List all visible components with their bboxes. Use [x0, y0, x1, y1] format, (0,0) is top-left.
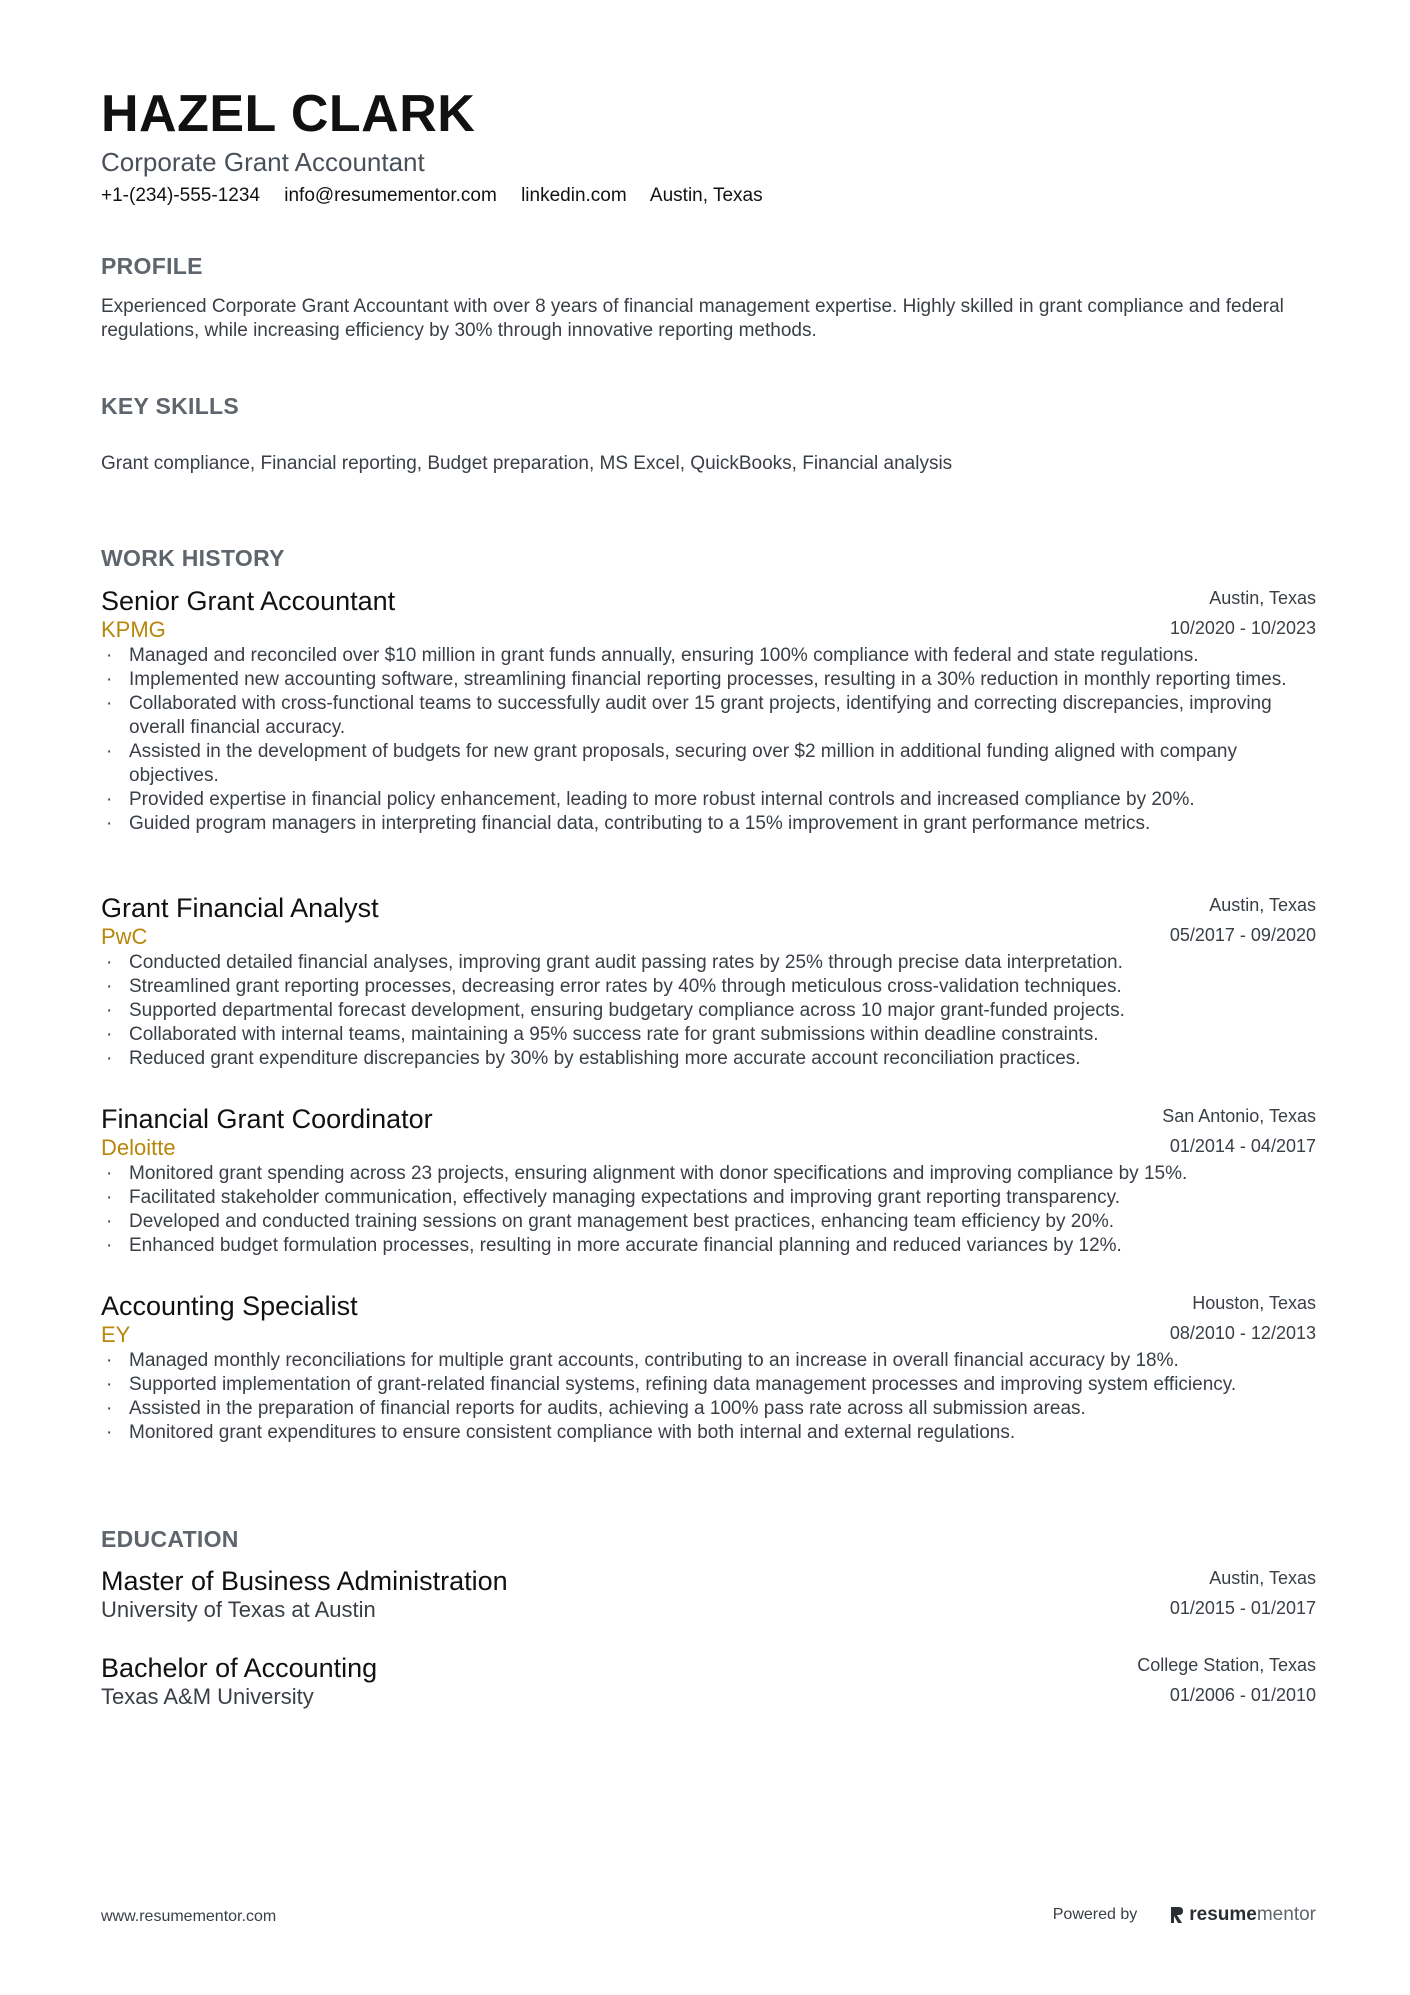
job-title: Financial Grant Coordinator	[101, 1104, 433, 1134]
resumementor-logo-icon	[1169, 1905, 1185, 1925]
job-bullet: · Enhanced budget formulation processes, resulting in more accurate financial planning and reduced variances by 12%.	[101, 1234, 1316, 1258]
job-title: Senior Grant Accountant	[101, 586, 396, 616]
education-dates: 01/2006 - 01/2010	[1169, 1685, 1316, 1705]
job-location: Austin, Texas	[1209, 588, 1316, 608]
job-bullet: · Managed monthly reconciliations for multiple grant accounts, contributing to an increase in overall financial accuracy by 18%.	[101, 1349, 1316, 1373]
powered-by-label: Powered by	[1052, 1906, 1138, 1923]
job-title: Accounting Specialist	[101, 1291, 358, 1321]
work-history-heading: WORK HISTORY	[101, 545, 285, 571]
skills-text: Grant compliance, Financial reporting, Budget preparation, MS Excel, QuickBooks, Financial analysis	[101, 453, 953, 474]
job-bullet: · Managed and reconciled over $10 million in grant funds annually, ensuring 100% compliance with federal and state regulations.	[101, 644, 1316, 668]
job-bullet: · Assisted in the preparation of financial reports for audits, achieving a 100% pass rate across all submission areas.	[101, 1397, 1316, 1421]
job-entry	[101, 584, 1316, 836]
job-bullet: · Supported implementation of grant-related financial systems, refining data management processes and improving system efficiency.	[101, 1373, 1316, 1397]
job-bullet: · Collaborated with cross-functional teams to successfully audit over 15 grant projects, identifying and correcting discrepancies, improving overall financial accuracy.	[101, 692, 1316, 740]
job-bullet: · Conducted detailed financial analyses, improving grant audit passing rates by 25% through precise data interpretation.	[101, 951, 1316, 975]
job-bullet: · Streamlined grant reporting processes, decreasing error rates by 40% through meticulous cross-validation techniques.	[101, 975, 1316, 999]
education-location: Austin, Texas	[1209, 1568, 1316, 1588]
job-bullet: · Collaborated with internal teams, maintaining a 95% success rate for grant submissions within deadline constraints.	[101, 1023, 1316, 1047]
degree: Bachelor of Accounting	[101, 1653, 378, 1683]
job-bullet: · Facilitated stakeholder communication, effectively managing expectations and improving grant reporting transparency.	[101, 1186, 1316, 1210]
candidate-name: HAZEL CLARK	[101, 85, 476, 143]
education-heading: EDUCATION	[101, 1526, 239, 1552]
job-entry	[101, 1102, 1316, 1258]
job-bullet: · Guided program managers in interpreting financial data, contributing to a 15% improvement in grant performance metrics.	[101, 812, 1316, 836]
job-bullet: · Monitored grant expenditures to ensure consistent compliance with both internal and external regulations.	[101, 1421, 1316, 1445]
job-bullets	[101, 951, 1316, 1071]
job-company: EY	[101, 1322, 131, 1347]
job-bullet: · Implemented new accounting software, streamlining financial reporting processes, resulting in a 30% reduction in monthly reporting times.	[101, 668, 1316, 692]
job-bullet: · Reduced grant expenditure discrepancies by 30% by establishing more accurate account reconciliation practices.	[101, 1047, 1316, 1071]
education-entry	[101, 1651, 1316, 1711]
contact-line	[101, 183, 782, 209]
brand-name-bold: resume	[1189, 1904, 1257, 1925]
profile-text: Experienced Corporate Grant Accountant with over 8 years of financial management expertise. Highly skilled in grant compliance and federal regulations, while increasing efficiency by 30% through innovative reporting methods.	[101, 296, 1284, 341]
job-entry	[101, 1289, 1316, 1445]
job-bullets	[101, 1349, 1316, 1445]
job-location: Austin, Texas	[1209, 895, 1316, 915]
job-bullet: · Developed and conducted training sessions on grant management best practices, enhancing team efficiency by 20%.	[101, 1210, 1316, 1234]
profile-heading: PROFILE	[101, 253, 203, 279]
candidate-title: Corporate Grant Accountant	[101, 147, 425, 177]
job-entry	[101, 891, 1316, 1071]
school: University of Texas at Austin	[101, 1597, 376, 1622]
contact-linkedin: linkedin.com	[521, 185, 627, 206]
job-dates: 05/2017 - 09/2020	[1169, 925, 1316, 945]
job-bullets	[101, 644, 1316, 836]
education-entry	[101, 1564, 1316, 1624]
degree: Master of Business Administration	[101, 1566, 508, 1596]
job-bullets	[101, 1162, 1316, 1258]
education-dates: 01/2015 - 01/2017	[1169, 1598, 1316, 1618]
job-company: KPMG	[101, 617, 166, 642]
job-bullet: · Assisted in the development of budgets for new grant proposals, securing over $2 million in additional funding aligned with company objectives.	[101, 740, 1316, 788]
job-bullet: · Provided expertise in financial policy enhancement, leading to more robust internal controls and increased compliance by 20%.	[101, 788, 1316, 812]
education-location: College Station, Texas	[1137, 1655, 1316, 1675]
brand-name-light: mentor	[1256, 1904, 1316, 1925]
footer-branding	[1053, 1904, 1316, 1926]
job-company: Deloitte	[101, 1135, 176, 1160]
brand-logo[interactable]	[1169, 1904, 1316, 1926]
contact-email: info@resumementor.com	[284, 185, 497, 206]
job-dates: 10/2020 - 10/2023	[1169, 618, 1316, 638]
contact-location: Austin, Texas	[649, 185, 763, 206]
job-title: Grant Financial Analyst	[101, 893, 379, 923]
skills-heading: KEY SKILLS	[101, 393, 240, 419]
job-bullet: · Monitored grant spending across 23 projects, ensuring alignment with donor specifications and improving compliance by 15%.	[101, 1162, 1316, 1186]
job-location: San Antonio, Texas	[1162, 1106, 1316, 1126]
school: Texas A&M University	[101, 1684, 314, 1709]
job-bullet: · Supported departmental forecast development, ensuring budgetary compliance across 10 major grant-funded projects.	[101, 999, 1316, 1023]
job-dates: 01/2014 - 04/2017	[1169, 1136, 1316, 1156]
job-dates: 08/2010 - 12/2013	[1169, 1323, 1316, 1343]
job-company: PwC	[101, 924, 148, 949]
footer-site-link[interactable]: www.resumementor.com	[101, 1908, 277, 1925]
job-location: Houston, Texas	[1192, 1293, 1316, 1313]
contact-phone: +1-(234)-555-1234	[101, 185, 260, 206]
